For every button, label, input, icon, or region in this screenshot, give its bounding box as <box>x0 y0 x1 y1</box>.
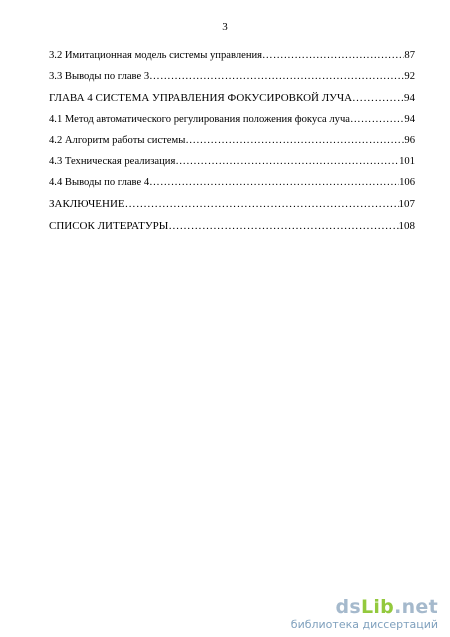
toc-entry-title: 4.4 Выводы по главе 4 <box>49 177 150 189</box>
logo-ds: ds <box>335 596 361 618</box>
toc-entry-title: 3.2 Имитационная модель системы управления <box>49 50 263 61</box>
toc-entry-title: 3.3 Выводы по главе 3 <box>49 71 150 83</box>
toc-entry <box>49 135 415 156</box>
toc-entry <box>49 156 415 177</box>
table-of-contents <box>49 50 415 241</box>
toc-entry-title: СПИСОК ЛИТЕРАТУРЫ <box>49 219 169 232</box>
toc-leader-dots <box>149 177 399 188</box>
toc-entry-page: 87 <box>404 50 415 61</box>
toc-leader-dots <box>262 50 404 61</box>
toc-entry-title: 4.3 Техническая реализация <box>49 155 176 167</box>
toc-leader-dots <box>168 220 398 232</box>
toc-entry-page: 108 <box>398 219 415 232</box>
toc-entry-title: 4.2 Алгоритм работы системы <box>49 134 186 146</box>
toc-entry-title: ЗАКЛЮЧЕНИЕ <box>49 198 125 211</box>
toc-leader-dots <box>125 198 399 210</box>
toc-entry-page: 101 <box>399 155 415 167</box>
toc-entry-references <box>49 220 415 241</box>
logo-net: .net <box>394 596 438 618</box>
dslib-watermark <box>291 596 438 631</box>
toc-entry-page: 106 <box>399 177 415 189</box>
toc-entry-conclusion <box>49 198 415 219</box>
dslib-logo <box>291 596 438 618</box>
page-number: 3 <box>222 21 228 33</box>
toc-entry <box>49 50 415 71</box>
toc-entry-title: 4.1 Метод автоматического регулирования положения фокуса луча <box>49 113 350 125</box>
toc-entry <box>49 114 415 135</box>
toc-entry-title: ГЛАВА 4 СИСТЕМА УПРАВЛЕНИЯ ФОКУСИРОВКОЙ ЛУЧА <box>49 92 353 105</box>
toc-leader-dots <box>185 135 404 146</box>
toc-entry-page: 92 <box>404 71 415 83</box>
toc-entry <box>49 177 415 198</box>
toc-entry-page: 107 <box>398 198 415 211</box>
toc-entry-page: 96 <box>404 134 415 146</box>
toc-leader-dots <box>352 92 404 104</box>
logo-lib: Lib <box>360 596 395 618</box>
toc-entry-chapter <box>49 92 415 113</box>
toc-leader-dots <box>175 156 399 167</box>
toc-entry-page: 94 <box>404 92 415 105</box>
toc-leader-dots <box>149 71 404 82</box>
toc-entry-page: 94 <box>404 113 415 125</box>
toc-entry <box>49 71 415 92</box>
toc-leader-dots <box>350 114 404 125</box>
watermark-subtitle: библиотека диссертаций <box>290 618 438 631</box>
